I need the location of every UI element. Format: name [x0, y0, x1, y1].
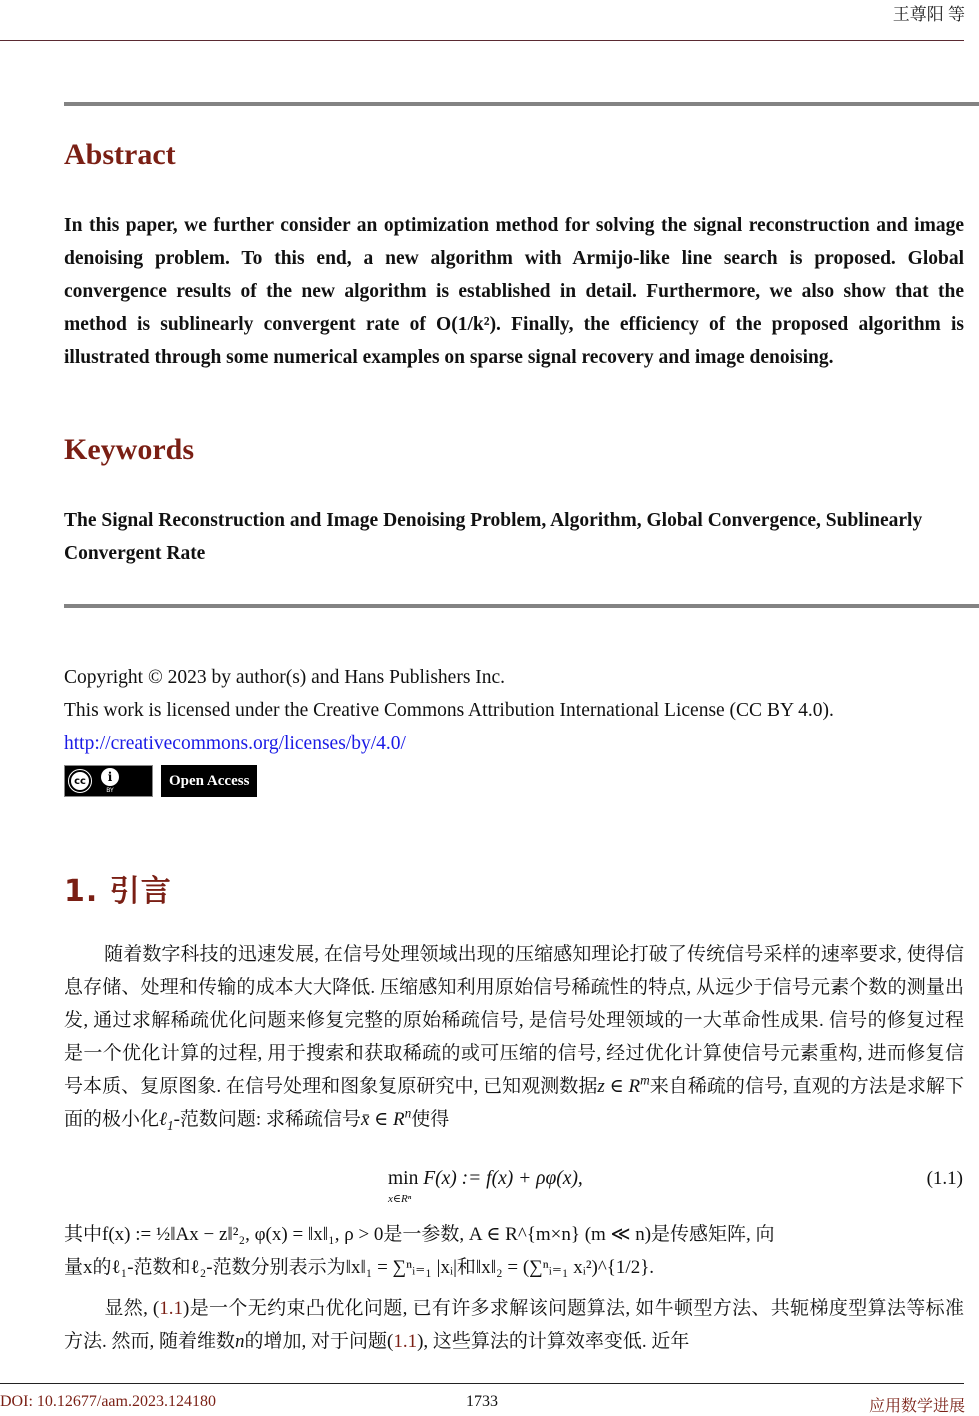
copyright-block	[64, 661, 974, 760]
para3-text-c: 的增加, 对于问题(	[244, 1331, 394, 1352]
math-xbar-in-rn: x̄ ∈ $R^n$	[360, 1105, 412, 1130]
eq-body: F(x) := f(x) + ρφ(x),	[423, 1168, 583, 1189]
keywords-bottom-rule	[64, 604, 979, 608]
running-author: 王尊阳 等	[892, 5, 965, 24]
abstract-top-rule	[64, 102, 979, 106]
license-line: This work is licensed under the Creative Commons Attribution International License (CC BY 4.0).	[64, 700, 834, 721]
para3-text-b: )是一个无约束凸优化问题, 已有许多求解该问题算法, 如牛顿型方法、共轭梯度型算法等标准方法. 然而, 随着维数	[64, 1298, 964, 1352]
para1-text-b: 来自稀疏的信号, 直观的方法是求解下面的极小化	[64, 1076, 964, 1130]
para1-text-a: 随着数字科技的迅速发展, 在信号处理领域出现的压缩感知理论打破了传统信号采样的速率要求, 使得信息存储、处理和传输的成本大大降低. 压缩感知利用原始信号稀疏性的特点, 从远少于信号元素个数的测量出发, 通过求解稀疏优化问题来修复完整的原始稀疏信号, 是信号处理领域的一大革命性成果. 信号的修复过程是一个优化计算的过程, 用于搜索和获取稀疏的或可压缩的信号, 经过优化计算使信号元素重构, 进而修复信号本质、复原图象. 在信号处理和图象复原研究中, 已知观测数据	[64, 944, 964, 1097]
open-access-badge[interactable]: Open Access	[161, 765, 257, 797]
intro-paragraph-1	[64, 938, 964, 1136]
intro-paragraph-2	[64, 1218, 964, 1284]
eq-min-subscript: x∈Rⁿ	[388, 1193, 412, 1205]
para3-text-a: 显然, (	[104, 1298, 160, 1319]
by-label: BY	[106, 787, 114, 794]
by-icon-group	[101, 768, 119, 794]
equation-ref-link[interactable]: 1.1	[159, 1298, 184, 1319]
math-n: n	[235, 1331, 245, 1352]
cc-by-badge[interactable]	[64, 765, 153, 797]
copyright-line: Copyright © 2023 by author(s) and Hans Publishers Inc.	[64, 667, 506, 688]
para3-text-d: ), 这些算法的计算效率变低. 近年	[417, 1331, 690, 1352]
header-rule	[0, 40, 964, 41]
intro-paragraph-3	[64, 1292, 964, 1358]
license-badges	[64, 765, 257, 797]
footer-doi[interactable]: DOI: 10.12677/aam.2023.124180	[0, 1393, 216, 1410]
math-z-in-rm: z ∈ $R^m$	[597, 1072, 650, 1097]
intro-heading: 1. 引言	[64, 874, 172, 909]
equation-1-1	[388, 1168, 583, 1190]
equation-number: (1.1)	[926, 1168, 963, 1189]
footer-rule	[0, 1383, 964, 1384]
keywords-heading: Keywords	[64, 433, 194, 466]
abstract-heading: Abstract	[64, 138, 176, 171]
para1-text-c: -范数问题: 求稀疏信号	[173, 1109, 361, 1130]
para1-text-d: 使得	[411, 1109, 450, 1130]
abstract-text: In this paper, we further consider an optimization method for solving the signal reconstruction and image denoising problem. To this end, a new algorithm with Armijo-like line search is proposed. Global convergence results of the new algorithm is established in detail. Furthermore, we also show that the method is sublinearly convergent rate of O(1/k²). Finally, the efficiency of the proposed algorithm is illustrated through some numerical examples on sparse signal recovery and image denoising.	[64, 215, 964, 368]
page-number: 1733	[466, 1393, 498, 1410]
cc-icon: cc	[69, 770, 91, 792]
journal-name: 应用数学进展	[868, 1398, 965, 1415]
para2-line-2: 量x的ℓ₁-范数和ℓ₂-范数分别表示为‖x‖₁ = ∑ⁿᵢ₌₁ |xᵢ|和‖x‖₂ = (∑ⁿᵢ₌₁ xᵢ²)^{1/2}.	[64, 1257, 655, 1278]
equation-ref-link[interactable]: 1.1	[393, 1331, 418, 1352]
eq-min: min	[388, 1168, 419, 1189]
license-link[interactable]: http://creativecommons.org/licenses/by/4.0/	[64, 733, 406, 754]
attribution-icon: i	[101, 768, 119, 786]
keywords-text: The Signal Reconstruction and Image Denoising Problem, Algorithm, Global Convergence, Sublinearly Convergent Rate	[64, 510, 923, 564]
para2-line-1: 其中f(x) := ½‖Ax − z‖²₂, φ(x) = ‖x‖₁, ρ > 0是一参数, A ∈ R^{m×n} (m ≪ n)是传感矩阵, 向	[64, 1224, 775, 1245]
math-l1: ℓ$_1$	[159, 1109, 174, 1133]
